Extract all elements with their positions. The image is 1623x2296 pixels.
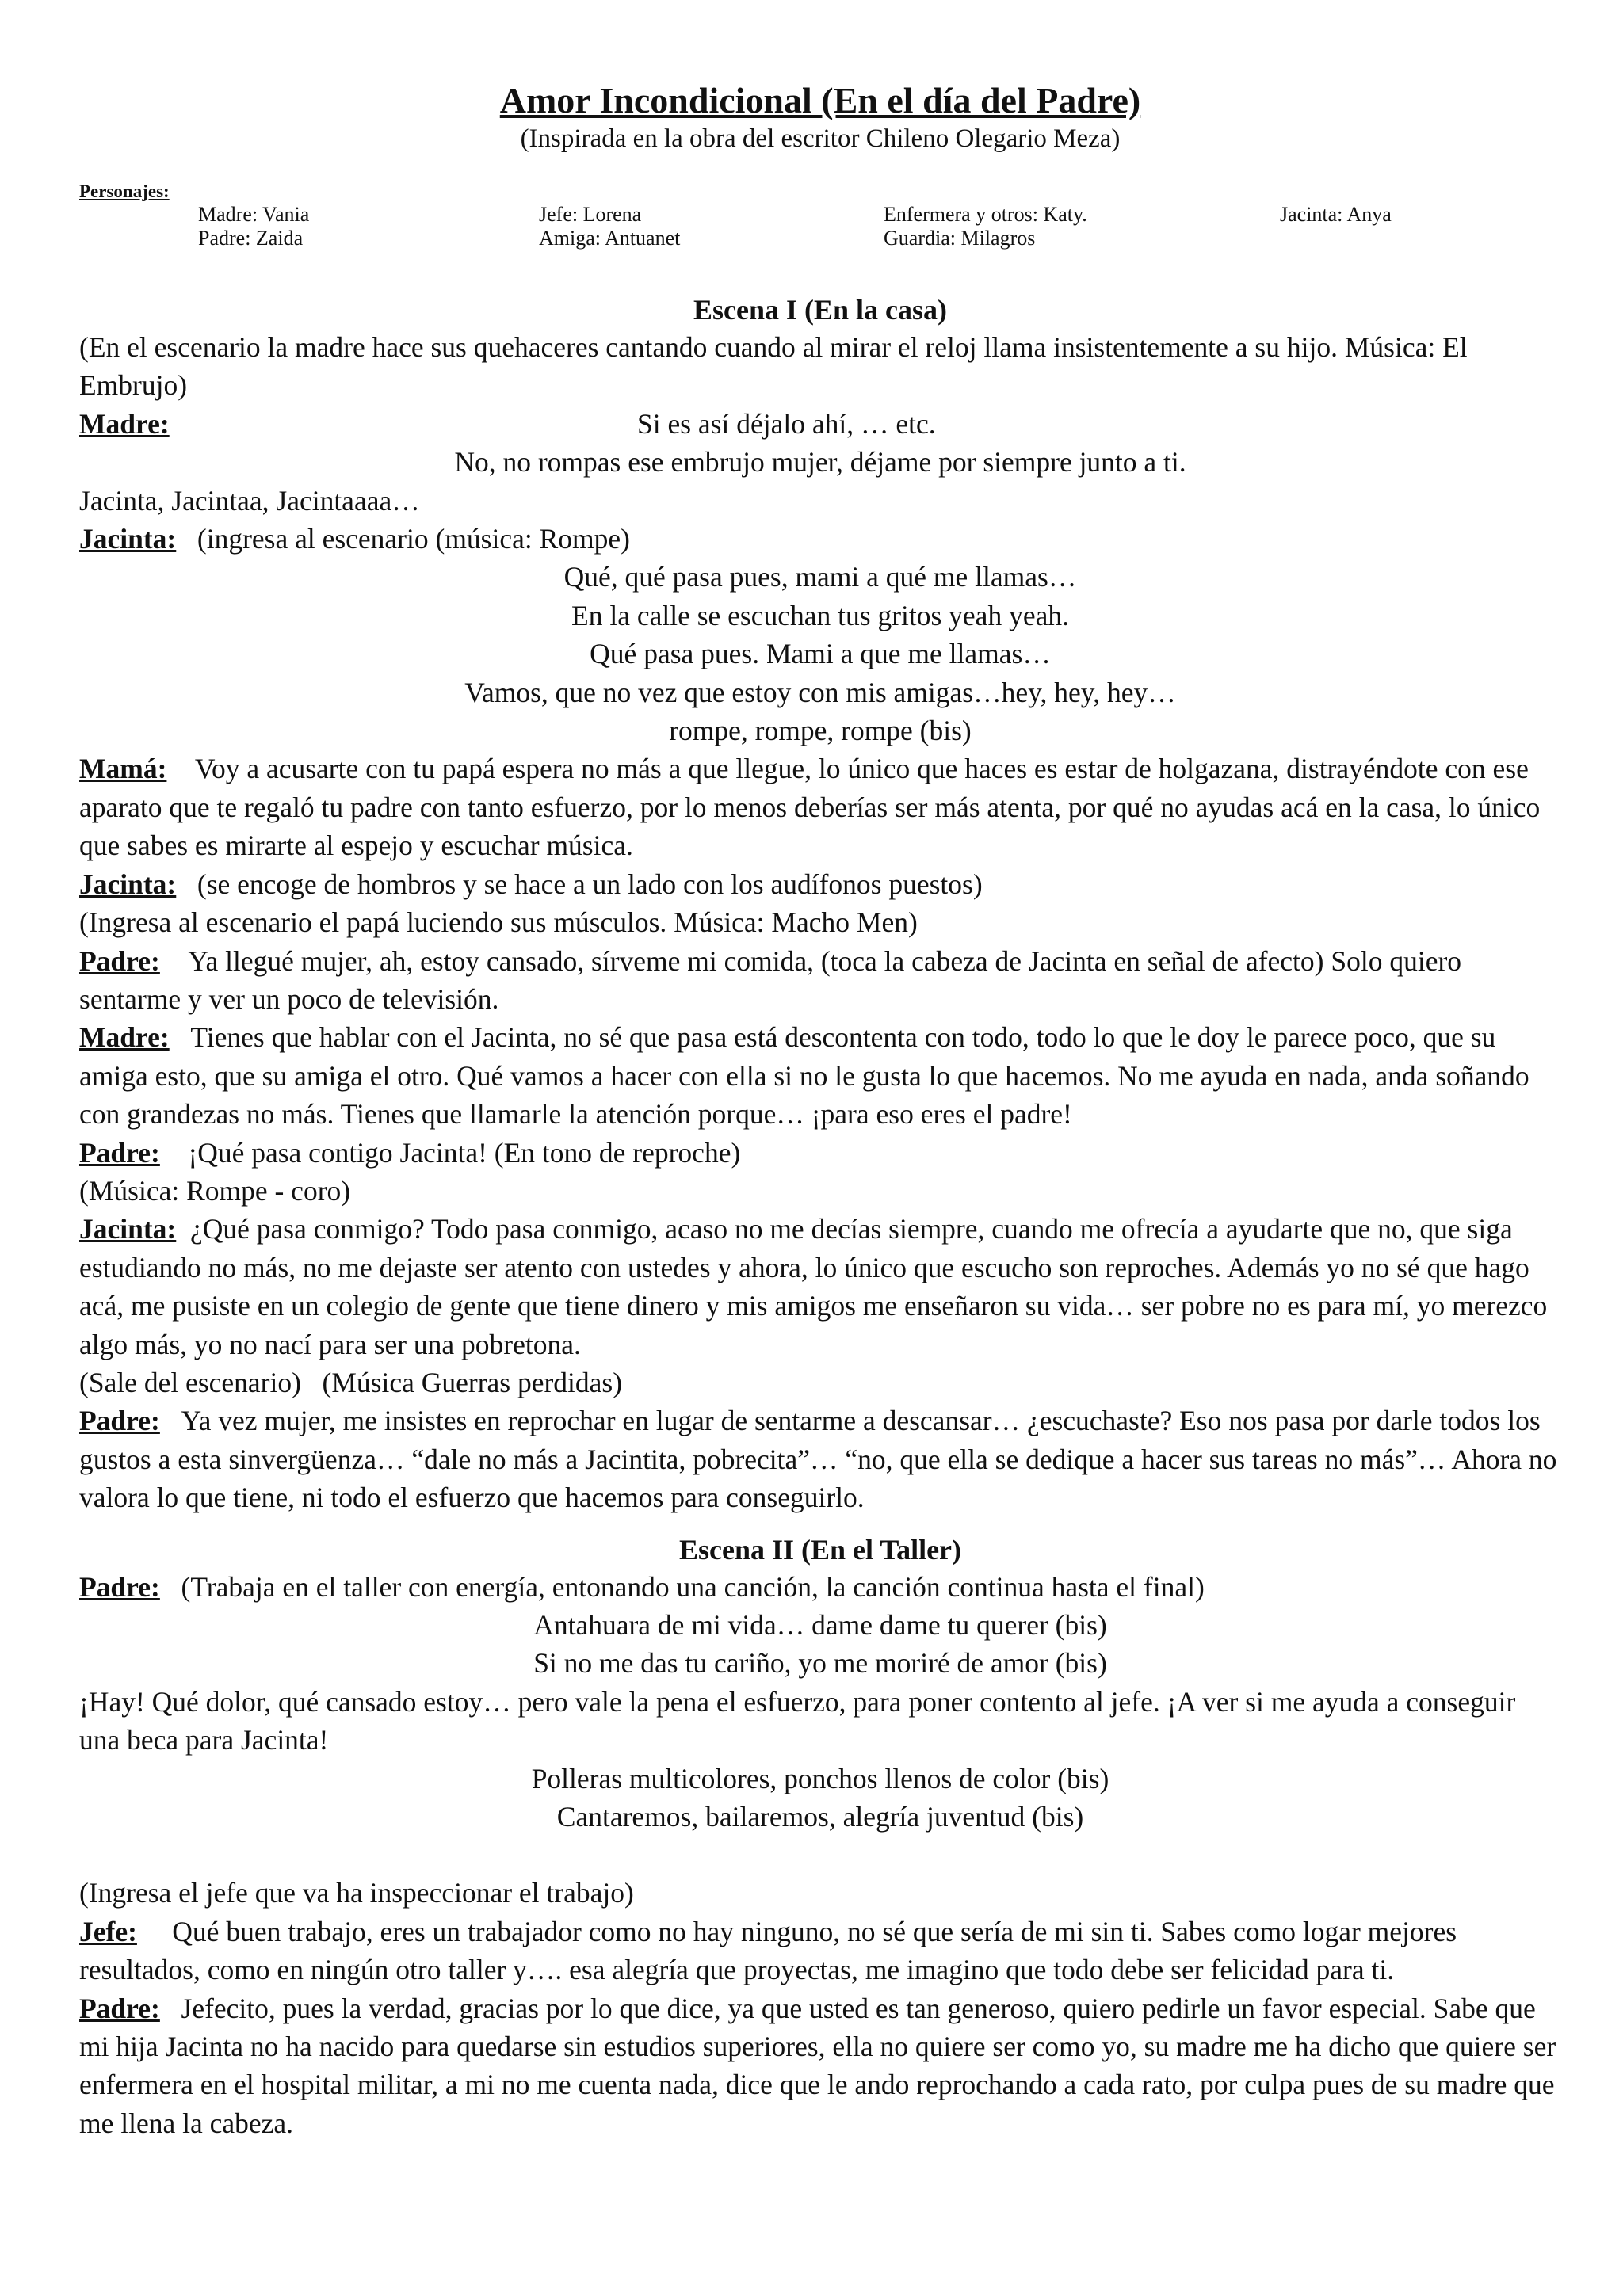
song-lyric: Si es así déjalo ahí, … etc.: [637, 407, 936, 440]
spacer: [79, 1517, 1561, 1531]
stage-direction: (Sale del escenario) (Música Guerras perdidas): [79, 1366, 623, 1398]
document-subtitle: (Inspirada en la obra del escritor Chileno Olegario Meza): [520, 124, 1121, 153]
dialogue-text: ¿Qué pasa conmigo? Todo pasa conmigo, acaso no me decías siempre, cuando me ofrecía a ayudarte que no, que siga estudiando no más, no me dejaste ser atento con ustedes y ahora, lo único que escucho son reproches. Además yo no sé que hago acá, me pusiste en un colegio de gente que tiene dinero y mis amigos me enseñaron su vida… ser pobre no es para mí, yo merezco algo más, yo no nací para ser una pobretona.: [79, 1213, 1548, 1360]
song-lyric: Polleras multicolores, ponchos llenos de color (bis): [531, 1762, 1109, 1794]
song-lyric: No, no rompas ese embrujo mujer, déjame por siempre junto a ti.: [454, 446, 1186, 479]
dialogue-line: [79, 405, 1561, 443]
speaker-name: Padre:: [79, 944, 160, 977]
dialogue-text: ¡Hay! Qué dolor, qué cansado estoy… pero vale la pena el esfuerzo, para poner contento al jefe. ¡A ver si me ayuda a conseguir una beca para Jacinta!: [79, 1685, 1516, 1756]
dialogue-line: [79, 865, 1561, 903]
cast-list: [79, 181, 1561, 250]
song-lyric: Si no me das tu cariño, yo me moriré de amor (bis): [533, 1647, 1107, 1680]
song-lyric: Qué pasa pues. Mami a que me llamas…: [590, 638, 1051, 670]
scene-heading: Escena I (En la casa): [693, 294, 947, 326]
stage-direction: (se encoge de hombros y se hace a un lado con los audífonos puestos): [197, 868, 983, 900]
dialogue-text: Jefecito, pues la verdad, gracias por lo que dice, ya que usted es tan generoso, quiero pedirle un favor especial. Sabe que mi hija Jacinta no ha nacido para quedarse sin estudios superiores, ella no quiere ser como yo, su madre me ha dicho que quiere ser enfermera en el hospital militar, a mi no me cuenta nada, dice que le ando reprochando a cada rato, por culpa pues de su madre que me llena la cabeza.: [79, 1992, 1556, 2139]
speaker-name: Jacinta:: [79, 868, 177, 900]
dialogue-text: Ya llegué mujer, ah, estoy cansado, sírveme mi comida, (toca la cabeza de Jacinta en señal de afecto) Solo quiero sentarme y ver un poco de televisión.: [79, 944, 1462, 1015]
dialogue-text: Ya vez mujer, me insistes en reprochar en lugar de sentarme a descansar… ¿escuchaste? Eso nos pasa por darle todos los gustos a esta sinvergüenza… “dale no más a Jacintita, pobrecita”… “no, que ella se dedique a hacer sus tareas no más”… Ahora no valora lo que tiene, ni todo el esfuerzo que hacemos para conseguirlo.: [79, 1405, 1557, 1514]
dialogue-text: Voy a acusarte con tu papá espera no más a que llegue, lo único que haces es estar de holgazana, distrayéndote con ese aparato que te regaló tu padre con tanto esfuerzo, por lo menos deberías ser más atenta, por qué no ayudas acá en la casa, lo único que sabes es mirarte al espejo y escuchar música.: [79, 753, 1541, 862]
speaker-name: Padre:: [79, 1136, 160, 1169]
stage-direction: (En el escenario la madre hace sus quehaceres cantando cuando al mirar el reloj llama insistentemente a su hijo. Música: El Embrujo): [79, 331, 1468, 402]
speaker-name: Padre:: [79, 1992, 160, 2024]
scene-heading: Escena II (En el Taller): [678, 1533, 962, 1566]
speaker-name: Madre:: [79, 1021, 170, 1054]
cast-row: [79, 203, 1561, 227]
dialogue-line: [79, 1913, 1561, 1989]
dialogue-line: [79, 1018, 1561, 1133]
cast-entry: Enfermera y otros: Katy.: [884, 203, 1087, 226]
dialogue-line: [79, 1134, 1561, 1172]
stage-direction: (Ingresa el jefe que va ha inspeccionar el trabajo): [79, 1877, 634, 1909]
dialogue-text: Jacinta, Jacintaa, Jacintaaaa…: [79, 484, 420, 517]
scene-1: [79, 292, 1561, 1517]
dialogue-line: [79, 1568, 1561, 1606]
song-lyric: Antahuara de mi vida… dame dame tu querer (bis): [533, 1609, 1107, 1641]
dialogue-line: [79, 749, 1561, 864]
dialogue-line: [79, 1989, 1561, 2143]
script-page: [79, 79, 1561, 2142]
speaker-name: Madre:: [79, 407, 170, 440]
stage-direction: (ingresa al escenario (música: Rompe): [197, 523, 630, 555]
speaker-name: Padre:: [79, 1405, 160, 1437]
song-lyric: Cantaremos, bailaremos, alegría juventud (bis): [556, 1801, 1084, 1833]
dialogue-line: [79, 1402, 1561, 1516]
cast-entry: Jefe: Lorena: [539, 203, 642, 226]
cast-heading: Personajes:: [79, 181, 170, 201]
stage-direction: (Trabaja en el taller con energía, entonando una canción, la canción continua hasta el final): [181, 1570, 1205, 1603]
speaker-name: Jacinta:: [79, 523, 177, 555]
dialogue-text: ¡Qué pasa contigo Jacinta! (En tono de reproche): [188, 1136, 741, 1169]
cast-entry: Jacinta: Anya: [1280, 203, 1392, 226]
song-lyric: Qué, qué pasa pues, mami a qué me llamas…: [563, 561, 1077, 593]
scene-2: [79, 1531, 1561, 2143]
dialogue-text: Tienes que hablar con el Jacinta, no sé que pasa está descontenta con todo, todo lo que le doy le parece poco, que su amiga esto, que su amiga el otro. Qué vamos a hacer con ella si no le gusta lo que hacemos. No me ayuda en nada, anda soñando con grandezas no más. Tienes que llamarle la atención porque… ¡para eso eres el padre!: [79, 1021, 1529, 1131]
song-lyric: rompe, rompe, rompe (bis): [669, 715, 972, 747]
stage-direction: (Música: Rompe - coro): [79, 1174, 351, 1207]
cast-row: [79, 227, 1561, 250]
stage-direction: (Ingresa al escenario el papá luciendo sus músculos. Música: Macho Men): [79, 906, 918, 939]
song-lyric: Vamos, que no vez que estoy con mis amigas…hey, hey, hey…: [464, 676, 1176, 708]
speaker-name: Jefe:: [79, 1915, 137, 1947]
dialogue-line: [79, 520, 1561, 558]
cast-entry: Madre: Vania: [198, 203, 310, 226]
speaker-name: Padre:: [79, 1570, 160, 1603]
cast-entry: Amiga: Antuanet: [539, 227, 681, 250]
cast-entry: Padre: Zaida: [198, 227, 304, 250]
speaker-name: Jacinta:: [79, 1213, 177, 1245]
dialogue-line: [79, 942, 1561, 1019]
dialogue-text: Qué buen trabajo, eres un trabajador como no hay ninguno, no sé que sería de mi sin ti. Sabes como logar mejores resultados, como en ningún otro taller y…. esa alegría que proyectas, me imagino que todo debe ser felicidad para ti.: [79, 1915, 1457, 1986]
spacer: [79, 1836, 1561, 1874]
song-lyric: En la calle se escuchan tus gritos yeah yeah.: [571, 599, 1069, 631]
cast-entry: Guardia: Milagros: [884, 227, 1036, 250]
document-title: Amor Incondicional (En el día del Padre): [499, 80, 1141, 120]
dialogue-line: [79, 1210, 1561, 1363]
speaker-name: Mamá:: [79, 753, 167, 785]
